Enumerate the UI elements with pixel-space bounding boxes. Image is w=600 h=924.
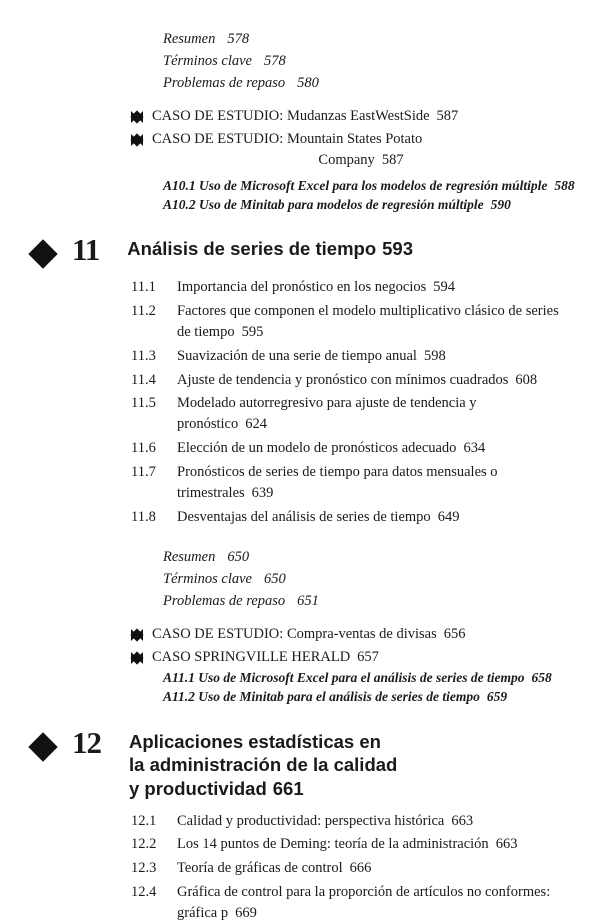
front-matter-item	[0, 28, 600, 50]
case-study-page: 656	[443, 626, 466, 643]
section-item[interactable]	[0, 858, 600, 879]
front-matter-label: Problemas de repaso	[163, 75, 286, 92]
front-matter-item	[0, 546, 600, 568]
section-item[interactable]	[0, 438, 600, 459]
case-study-text	[152, 624, 600, 645]
appendix-text: A11.1 Uso de Microsoft Excel para el análisis de series de tiempo	[163, 670, 525, 686]
section-page: 634	[463, 440, 486, 457]
section-item[interactable]	[0, 370, 600, 391]
diamond-bullet-icon	[131, 111, 143, 123]
appendix-item	[0, 176, 600, 195]
section-item[interactable]	[0, 882, 600, 924]
section-page: 608	[515, 371, 538, 388]
section-item[interactable]	[0, 277, 600, 298]
section-page: 663	[451, 812, 474, 829]
front-matter-page: 578	[264, 53, 286, 70]
section-number: 12.2	[131, 836, 157, 853]
section-number: 11.8	[131, 508, 156, 525]
section-item[interactable]	[0, 462, 600, 504]
appendix-item	[0, 687, 600, 706]
section-title: Calidad y productividad: perspectiva histórica 663	[177, 812, 474, 829]
chapter-title-line3: y productividad	[129, 777, 267, 799]
section-page: 598	[423, 347, 446, 364]
front-matter-page: 580	[297, 75, 319, 92]
diamond-bullet-icon	[131, 629, 143, 641]
case-study-item[interactable]	[0, 624, 600, 645]
case-study-text	[152, 106, 600, 127]
front-matter-item	[0, 72, 600, 94]
front-matter-page: 578	[227, 31, 250, 47]
section-number: 11.1	[131, 279, 156, 296]
appendix-page: 659	[486, 689, 508, 705]
section-list-11	[0, 277, 600, 527]
section-item[interactable]	[0, 393, 600, 435]
section-title: Suavización de una serie de tiempo anual 598	[177, 347, 446, 364]
front-matter-label: Términos clave	[163, 571, 252, 588]
section-title: Elección de un modelo de pronósticos adecuado 634	[177, 440, 486, 457]
chapter-title-line2: la administración de la calidad	[129, 754, 398, 776]
chapter-page: 661	[272, 777, 304, 799]
case-study-title: Mudanzas EastWestSide	[286, 108, 430, 125]
section-number: 11.5	[131, 395, 156, 412]
appendix-item	[0, 668, 600, 687]
chapter-heading-11[interactable]	[0, 234, 600, 267]
front-matter-list-2	[0, 546, 600, 612]
case-study-prefix: CASO SPRINGVILLE HERALD	[152, 649, 351, 666]
section-number: 11.3	[131, 347, 156, 364]
case-study-text	[152, 129, 600, 171]
case-study-list-1	[0, 106, 600, 171]
front-matter-label: Resumen	[163, 549, 216, 566]
diamond-large-icon	[28, 732, 57, 761]
case-study-title: Mountain States Potato	[286, 131, 423, 148]
front-matter-label: Problemas de repaso	[163, 593, 286, 610]
front-matter-page: 651	[297, 593, 319, 610]
section-title: Ajuste de tendencia y pronóstico con mínimos cuadrados 608	[177, 371, 538, 388]
section-number: 11.6	[131, 440, 156, 457]
case-study-item[interactable]	[0, 647, 600, 668]
case-study-prefix: CASO DE ESTUDIO:	[152, 131, 284, 148]
section-page: 669	[235, 904, 257, 921]
section-list-12	[0, 811, 600, 924]
diamond-bullet-icon	[131, 134, 143, 146]
appendix-page: 658	[531, 670, 552, 686]
appendix-item	[0, 195, 600, 214]
diamond-large-icon	[28, 240, 57, 269]
section-page: 639	[251, 484, 274, 501]
section-page: 663	[495, 836, 518, 853]
case-study-page: 587	[436, 108, 459, 125]
section-number: 11.7	[131, 463, 156, 480]
section-page: 666	[349, 859, 372, 876]
appendix-page: 590	[490, 197, 511, 213]
section-title: Gráfica de control para la proporción de artículos no conformes: gráfica p 669	[177, 883, 551, 921]
chapter-page: 593	[382, 238, 413, 260]
front-matter-page: 650	[264, 571, 286, 588]
case-study-second-line: Company 587	[318, 152, 404, 169]
section-title: Desventajas del análisis de series de tiempo 649	[177, 508, 460, 525]
case-study-item[interactable]	[0, 106, 600, 127]
case-study-page: 657	[357, 649, 379, 666]
front-matter-item	[0, 590, 600, 612]
front-matter-label: Términos clave	[163, 53, 252, 70]
section-title: Importancia del pronóstico en los negocios 594	[177, 279, 456, 296]
section-title: Pronósticos de series de tiempo para datos mensuales o trimestrales 639	[177, 463, 498, 501]
section-page: 595	[241, 324, 264, 341]
section-item[interactable]	[0, 301, 600, 343]
section-page: 594	[433, 279, 456, 296]
chapter-heading-12[interactable]	[0, 724, 600, 801]
front-matter-label: Resumen	[163, 31, 216, 47]
appendix-page: 588	[554, 178, 575, 194]
chapter-title	[129, 730, 397, 801]
chapter-number: 11	[72, 232, 100, 268]
section-page: 649	[437, 508, 460, 525]
appendix-text: A10.2 Uso de Minitab para modelos de regresión múltiple	[163, 197, 484, 213]
section-item[interactable]	[0, 811, 600, 832]
section-title: Teoría de gráficas de control 666	[177, 859, 372, 876]
case-study-page: 587	[381, 152, 404, 169]
chapter-title: Análisis de series de tiempo 593	[127, 238, 413, 260]
case-study-prefix: CASO DE ESTUDIO:	[152, 108, 284, 125]
chapter-number: 12	[72, 724, 101, 760]
section-item[interactable]	[0, 346, 600, 367]
case-study-title: Compra-ventas de divisas	[286, 626, 437, 643]
section-number: 12.3	[131, 859, 157, 876]
appendix-text: A11.2 Uso de Minitab para el análisis de series de tiempo	[163, 689, 480, 705]
appendix-list-1	[0, 176, 600, 214]
front-matter-list-1	[0, 28, 600, 94]
chapter-title-line1: Aplicaciones estadísticas en	[129, 730, 381, 752]
case-study-text	[152, 647, 600, 668]
section-item[interactable]	[0, 507, 600, 528]
section-title: Modelado autorregresivo para ajuste de tendencia y pronóstico 624	[177, 395, 477, 433]
case-study-item[interactable]	[0, 129, 600, 171]
front-matter-item	[0, 50, 600, 72]
diamond-bullet-icon	[131, 652, 143, 664]
appendix-list-2	[0, 668, 600, 706]
section-item[interactable]	[0, 834, 600, 855]
section-title: Factores que componen el modelo multiplicativo clásico de series de tiempo 595	[177, 303, 559, 341]
front-matter-page: 650	[227, 549, 250, 566]
section-number: 12.1	[131, 812, 157, 829]
section-number: 11.4	[131, 371, 156, 388]
section-page: 624	[245, 416, 267, 433]
section-number: 12.4	[131, 883, 157, 900]
case-study-prefix: CASO DE ESTUDIO:	[152, 626, 284, 643]
section-title: Los 14 puntos de Deming: teoría de la administración 663	[177, 836, 518, 853]
case-study-list-2	[0, 624, 600, 668]
front-matter-item	[0, 568, 600, 590]
section-number: 11.2	[131, 303, 156, 320]
appendix-text: A10.1 Uso de Microsoft Excel para los modelos de regresión múltiple	[163, 178, 548, 194]
